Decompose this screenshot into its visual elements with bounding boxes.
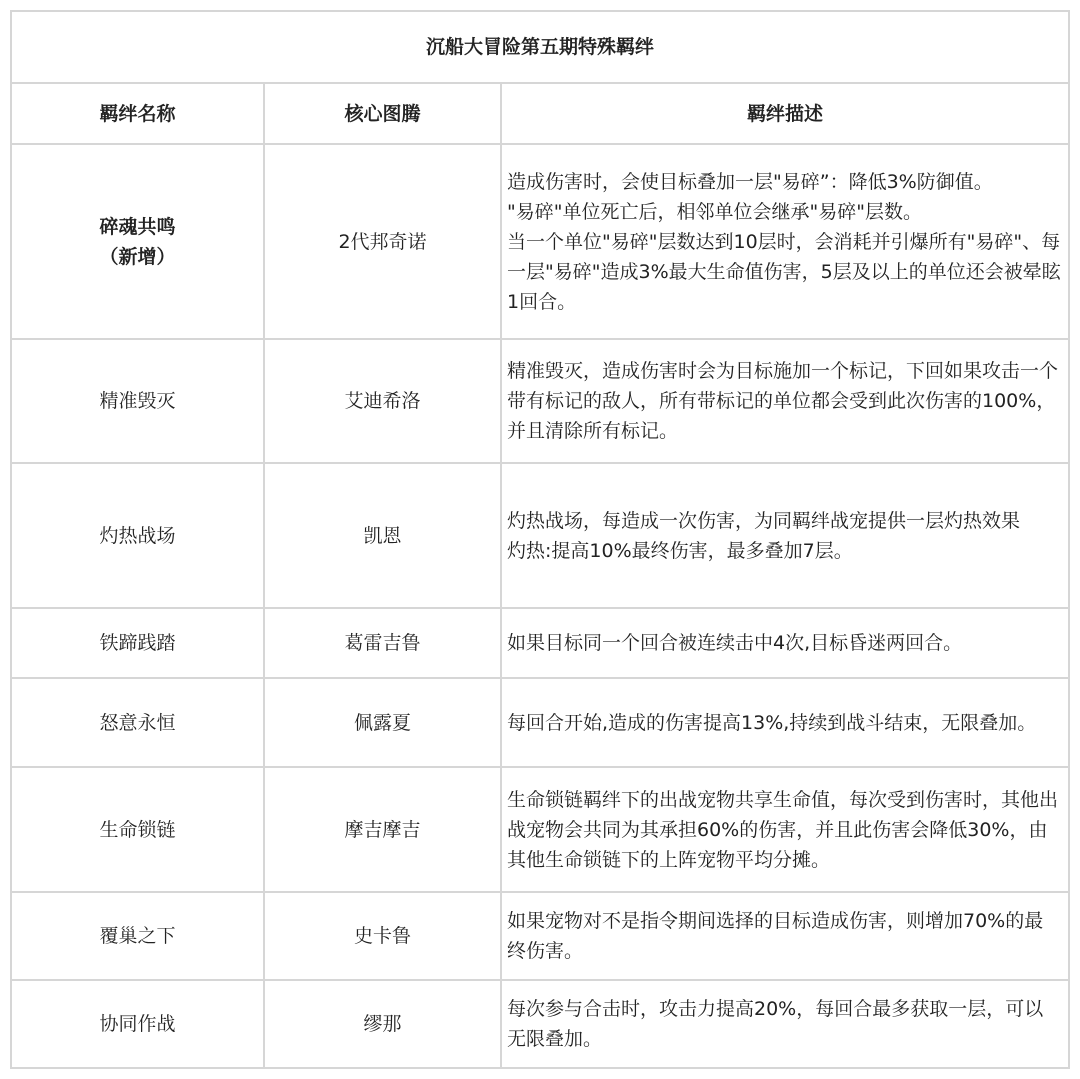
bond-name-cell	[11, 767, 264, 892]
table-row	[11, 608, 1069, 678]
table-row	[11, 980, 1069, 1068]
header-bond-name: 羁绊名称	[11, 83, 264, 144]
title-row	[11, 11, 1069, 83]
bond-description: 灼热:提高10%最终伤害，最多叠加7层。	[507, 539, 853, 562]
bond-name: 怒意永恒	[99, 711, 176, 734]
bond-name-cell	[11, 892, 264, 980]
bond-name: 覆巢之下	[99, 925, 176, 947]
bond-name: （新增）	[99, 245, 176, 268]
core-totem: 史卡鲁	[264, 892, 501, 980]
bond-name: 生命锁链	[99, 818, 176, 841]
bond-name-cell	[11, 144, 264, 339]
table-row	[11, 678, 1069, 767]
bond-description-cell	[501, 608, 1069, 678]
table-row	[11, 144, 1069, 339]
bond-description-cell	[501, 144, 1069, 339]
bond-name: 碎魂共鸣	[99, 215, 176, 238]
bond-name: 灼热战场	[99, 524, 176, 547]
table-row	[11, 767, 1069, 892]
bond-name: 协同作战	[99, 1013, 176, 1035]
table-row	[11, 463, 1069, 608]
bond-name-cell	[11, 608, 264, 678]
core-totem: 佩露夏	[264, 678, 501, 767]
bond-description: "易碎"单位死亡后，相邻单位会继承"易碎"层数。	[507, 200, 922, 223]
bond-table-frame	[10, 10, 1068, 1069]
bond-description: 灼热战场，每造成一次伤害，为同羁绊战宠提供一层灼热效果	[507, 509, 1021, 532]
bond-description: 生命锁链羁绊下的出战宠物共享生命值，每次受到伤害时，其他出战宠物会共同为其承担60%的伤害，并且此伤害会降低30%，由其他生命锁链下的上阵宠物平均分摊。	[507, 788, 1059, 871]
bond-description: 如果目标同一个回合被连续击中4次,目标昏迷两回合。	[507, 632, 963, 654]
bond-name-cell	[11, 980, 264, 1068]
bond-description: 造成伤害时，会使目标叠加一层"易碎”：降低3%防御值。	[507, 170, 993, 193]
header-row	[11, 83, 1069, 144]
core-totem: 摩吉摩吉	[264, 767, 501, 892]
bond-description-cell	[501, 767, 1069, 892]
bond-description-cell	[501, 980, 1069, 1068]
bond-name: 铁蹄践踏	[99, 632, 176, 654]
bond-description-cell	[501, 678, 1069, 767]
bond-name: 精准毁灭	[99, 390, 176, 412]
bond-name-cell	[11, 463, 264, 608]
bond-name-cell	[11, 339, 264, 463]
bond-description-cell	[501, 463, 1069, 608]
core-totem: 2代邦奇诺	[264, 144, 501, 339]
core-totem: 凯恩	[264, 463, 501, 608]
bond-description: 当一个单位"易碎"层数达到10层时，会消耗并引爆所有"易碎"、每一层"易碎"造成3%最大生命值伤害，5层及以上的单位还会被晕眩1回合。	[507, 230, 1061, 313]
table-title: 沉船大冒险第五期特殊羁绊	[11, 11, 1069, 83]
bond-description-cell	[501, 339, 1069, 463]
table-row	[11, 339, 1069, 463]
bond-table	[10, 10, 1070, 1069]
core-totem: 艾迪希洛	[264, 339, 501, 463]
header-bond-description: 羁绊描述	[501, 83, 1069, 144]
bond-description: 如果宠物对不是指令期间选择的目标造成伤害，则增加70%的最终伤害。	[507, 910, 1044, 962]
header-core-totem: 核心图腾	[264, 83, 501, 144]
bond-description-cell	[501, 892, 1069, 980]
bond-name-cell	[11, 678, 264, 767]
bond-description: 精准毁灭，造成伤害时会为目标施加一个标记，下回如果攻击一个带有标记的敌人，所有带标记的单位都会受到此次伤害的100%，并且清除所有标记。	[507, 360, 1059, 442]
bond-description: 每次参与合击时，攻击力提高20%，每回合最多获取一层，可以无限叠加。	[507, 998, 1044, 1050]
table-row	[11, 892, 1069, 980]
core-totem: 葛雷吉鲁	[264, 608, 501, 678]
bond-description: 每回合开始,造成的伤害提高13%,持续到战斗结束，无限叠加。	[507, 711, 1037, 734]
core-totem: 缪那	[264, 980, 501, 1068]
